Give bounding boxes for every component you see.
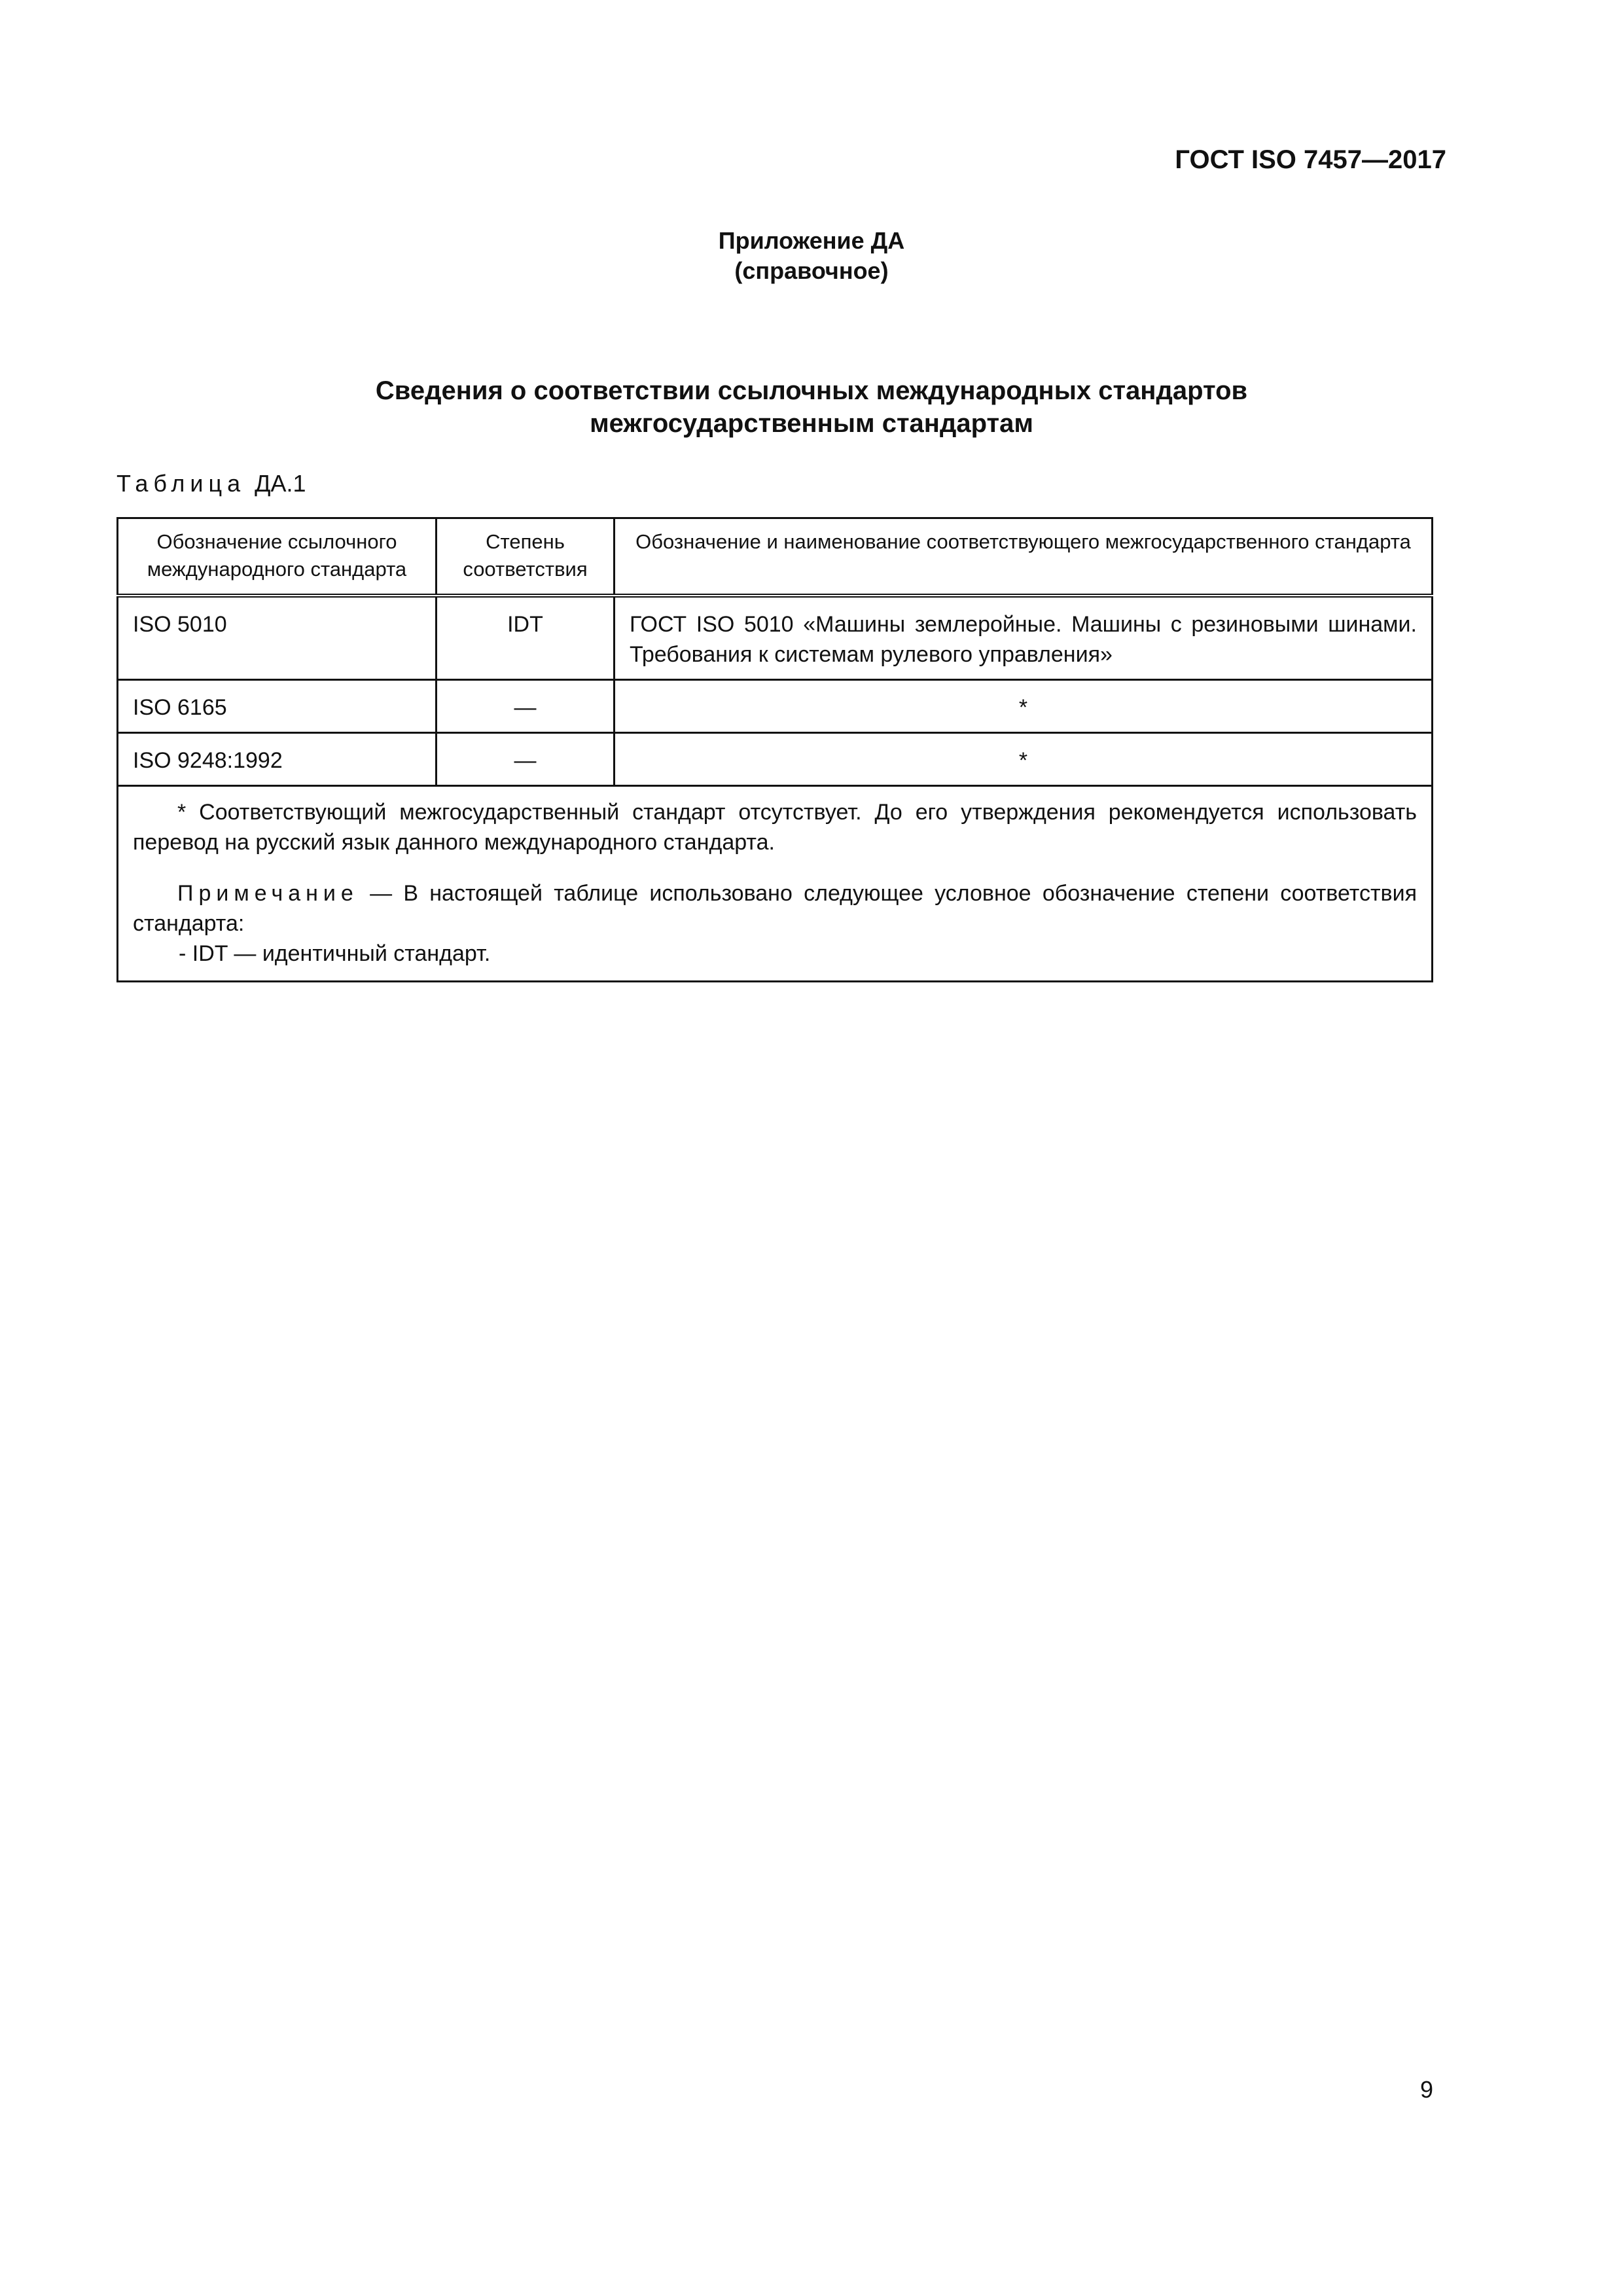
note-text: — В настоящей таблице использовано следующее условное обозначение степени соответствия стандарта: [133, 881, 1417, 936]
cell-degree: — [437, 733, 615, 786]
table-footnote: * Соответствующий межгосударственный стандарт отсутствует. До его утверждения рекомендуется использовать перевод на русский язык данного международного стандарта. [133, 800, 1417, 855]
header-interstate-standard: Обозначение и наименование соответствующего межгосударственного стандарта [615, 518, 1433, 596]
table-row [118, 733, 1433, 786]
table-caption-word: Таблица [116, 470, 246, 497]
header-degree: Степень соответствия [437, 518, 615, 596]
table-caption-number: ДА.1 [255, 470, 306, 497]
note-label: Примечание [177, 881, 359, 906]
note-list-item: - IDT — идентичный стандарт. [179, 941, 491, 966]
cell-standard-name: ГОСТ ISO 5010 «Машины землеройные. Машины с резиновыми шинами. Требования к системам рулевого управления» [615, 596, 1433, 680]
table-notes [118, 786, 1433, 982]
page-number: 9 [1419, 2076, 1433, 2103]
cell-reference-code: ISO 9248:1992 [118, 733, 437, 786]
cell-degree: IDT [437, 596, 615, 680]
cell-reference-code: ISO 6165 [118, 680, 437, 733]
section-title-line-2: межгосударственным стандартам [590, 409, 1033, 438]
document-code: ГОСТ ISO 7457—2017 [1175, 145, 1446, 174]
cell-standard-name: * [615, 680, 1433, 733]
table-header-row [118, 518, 1433, 596]
cell-reference-code: ISO 5010 [118, 596, 437, 680]
section-title-line-1: Сведения о соответствии ссылочных международных стандартов [375, 376, 1248, 405]
appendix-type: (справочное) [734, 257, 889, 284]
appendix-label: Приложение ДА [718, 227, 905, 254]
table-caption [116, 470, 306, 497]
header-reference-standard: Обозначение ссылочного международного стандарта [118, 518, 437, 596]
appendix-heading [0, 226, 1623, 286]
table-row [118, 680, 1433, 733]
correspondence-table [116, 517, 1433, 982]
section-title [0, 374, 1623, 440]
cell-standard-name: * [615, 733, 1433, 786]
table-row [118, 596, 1433, 680]
cell-degree: — [437, 680, 615, 733]
table-note [133, 878, 1417, 939]
table-notes-row [118, 786, 1433, 982]
